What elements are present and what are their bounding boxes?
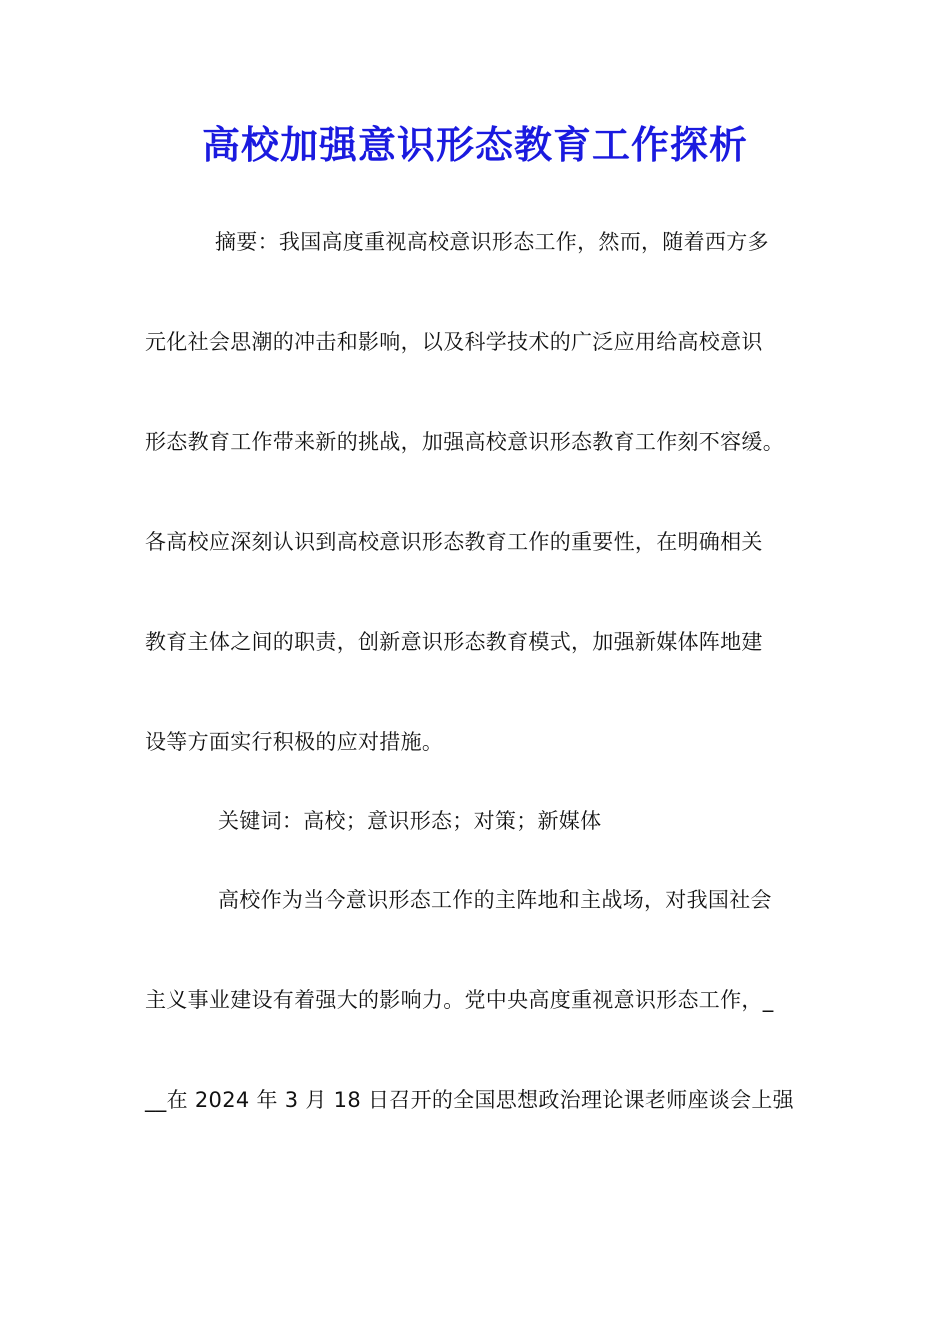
abstract-line: 教育主体之间的职责，创新意识形态教育模式，加强新媒体阵地建 bbox=[145, 630, 763, 654]
keywords-line: 关键词：高校；意识形态；对策；新媒体 bbox=[218, 809, 602, 833]
document-title: 高校加强意识形态教育工作探析 bbox=[201, 122, 748, 167]
body-line: 主义事业建设有着强大的影响力。党中央高度重视意识形态工作，_ bbox=[145, 988, 774, 1012]
abstract-line: 设等方面实行积极的应对措施。 bbox=[145, 730, 444, 754]
abstract-line: 元化社会思潮的冲击和影响，以及科学技术的广泛应用给高校意识 bbox=[145, 330, 763, 354]
abstract-line: 摘要：我国高度重视高校意识形态工作，然而，随着西方多 bbox=[215, 230, 769, 254]
abstract-line: 各高校应深刻认识到高校意识形态教育工作的重要性，在明确相关 bbox=[145, 530, 763, 554]
abstract-line: 形态教育工作带来新的挑战，加强高校意识形态教育工作刻不容缓。 bbox=[145, 430, 784, 454]
body-line: __在 2024 年 3 月 18 日召开的全国思想政治理论课老师座谈会上强 bbox=[145, 1088, 794, 1112]
body-line: 高校作为当今意识形态工作的主阵地和主战场，对我国社会 bbox=[218, 888, 772, 912]
